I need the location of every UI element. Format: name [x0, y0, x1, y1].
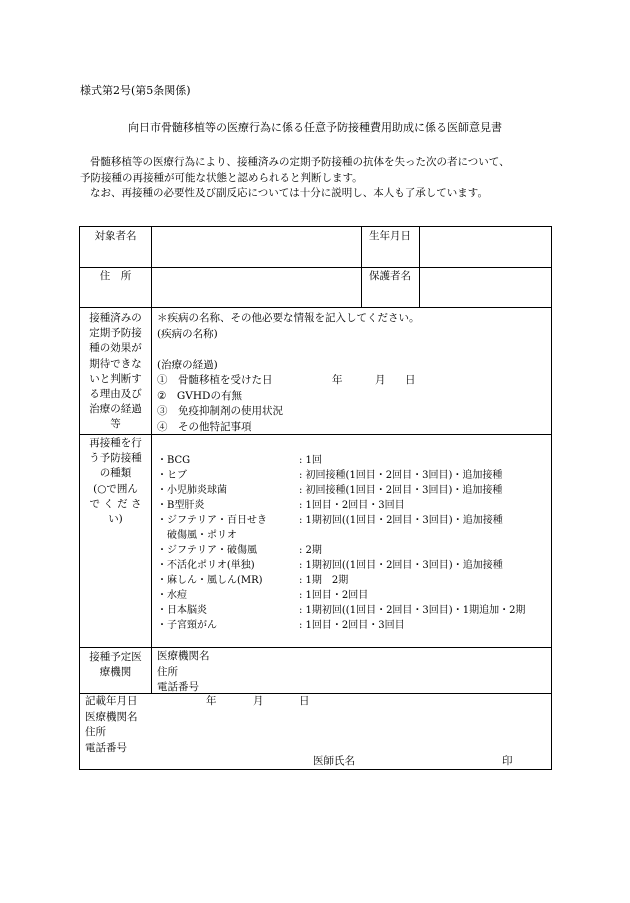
- intro-text: [80, 155, 555, 202]
- opinion-form-table: [79, 226, 552, 770]
- treatment-item-2: ② GVHDの有無: [157, 389, 242, 402]
- subject-name-field[interactable]: [153, 228, 359, 266]
- vaccine-schedule[interactable]: : 1回目・2回目: [299, 590, 369, 601]
- treatment-item-4: ④ その他特記事項: [157, 420, 252, 433]
- vaccine-schedule[interactable]: : 1期初回((1回目・2回目・3回目)・追加接種: [299, 515, 503, 526]
- intro-line-1: 骨髄移植等の医療行為により、接種済みの定期予防接種の抗体を失った次の者について、: [90, 156, 510, 168]
- vaccine-name[interactable]: ・子宮頸がん: [157, 620, 217, 631]
- record-date-label: 記載年月日: [85, 695, 138, 707]
- vaccine-name[interactable]: ・小児肺炎球菌: [157, 485, 227, 496]
- institution-phone-field[interactable]: 電話番号: [157, 681, 199, 693]
- vaccine-name-list: [157, 453, 307, 633]
- vaccine-schedule[interactable]: : 1回目・2回目・3回目: [299, 500, 405, 511]
- vaccine-schedule-list: [299, 453, 551, 633]
- vaccine-schedule[interactable]: : 2期: [299, 545, 322, 556]
- birth-date-label: 生年月日: [369, 230, 411, 242]
- record-phone[interactable]: 電話番号: [85, 741, 127, 754]
- guardian-field[interactable]: [421, 268, 551, 306]
- vaccine-schedule[interactable]: : 1期初回((1回目・2回目・3回目)・1期追加・2期: [299, 605, 526, 616]
- reason-content[interactable]: [157, 311, 547, 435]
- vaccine-schedule[interactable]: : 1期 2期: [299, 575, 349, 586]
- vaccine-name[interactable]: ・日本脳炎: [157, 605, 207, 616]
- vaccine-name[interactable]: ・B型肝炎: [157, 500, 205, 511]
- transplant-month-label: 月: [375, 374, 386, 386]
- record-address[interactable]: 住所: [85, 726, 106, 738]
- vaccine-name[interactable]: ・水痘: [157, 590, 187, 601]
- reason-label: 接種済みの 定期予防接 種の効果が 期待できな いと判断す る理由及び 治療の経過 等: [89, 312, 142, 431]
- vaccine-schedule[interactable]: : 1回目・2回目・3回目: [299, 620, 405, 631]
- form-number: 様式第2号(第5条関係): [80, 84, 191, 97]
- column-divider: [151, 227, 152, 693]
- vaccine-name[interactable]: ・ジフテリア・百日せき: [157, 515, 267, 526]
- institution-address-field[interactable]: 住所: [157, 665, 178, 678]
- disease-name-label: (疾病の名称): [157, 327, 218, 340]
- institution-name-field[interactable]: 医療機関名: [157, 650, 210, 662]
- vaccine-name[interactable]: ・ヒブ: [157, 470, 187, 481]
- treatment-heading: (治療の経過): [157, 358, 218, 371]
- transplant-year-label: 年: [332, 374, 343, 386]
- seal-label: 印: [502, 755, 513, 767]
- address-label: 住 所: [99, 270, 132, 282]
- record-year-label: 年: [206, 695, 217, 707]
- record-section[interactable]: [85, 694, 547, 756]
- document-title: 向日市骨髄移植等の医療行為に係る任意予防接種費用助成に係る医師意見書: [128, 121, 502, 134]
- vaccine-schedule[interactable]: : 初回接種(1回目・2回目・3回目)・追加接種: [299, 470, 503, 481]
- birth-date-field[interactable]: [421, 228, 551, 266]
- intro-line-2: 予防接種の再接種が可能な状態と認められると判断します。: [80, 171, 363, 184]
- record-date-line[interactable]: [85, 694, 547, 710]
- vaccine-name: 破傷風・ポリオ: [157, 530, 237, 541]
- vaccine-name[interactable]: ・BCG: [157, 455, 191, 466]
- column-divider: [419, 227, 420, 307]
- vaccine-name[interactable]: ・麻しん・風しん(MR): [157, 575, 263, 586]
- vaccine-type-label: 再接種を行 う予防接種 の種類 (○で囲ん で く だ さ い): [89, 437, 142, 526]
- vaccine-schedule[interactable]: : 1回: [299, 455, 322, 466]
- institution-label: 接種予定医 療機関: [89, 651, 142, 679]
- doctor-name-label: 医師氏名: [313, 755, 355, 767]
- intro-line-3: なお、再接種の必要性及び副反応については十分に説明し、本人も了承しています。: [90, 187, 488, 199]
- treatment-item-3: ③ 免疫抑制剤の使用状況: [157, 405, 283, 417]
- treatment-item-1: ① 骨髄移植を受けた日 年 月 日: [157, 373, 547, 389]
- institution-fields[interactable]: [157, 649, 547, 696]
- reason-note: ＊疾病の名称、その他必要な情報を記入してください。: [157, 312, 420, 324]
- vaccine-schedule[interactable]: : 1期初回((1回目・2回目・3回目)・追加接種: [299, 560, 503, 571]
- address-field[interactable]: [153, 268, 359, 306]
- transplant-day-label: 日: [405, 374, 416, 386]
- guardian-label: 保護者名: [369, 270, 411, 282]
- record-month-label: 月: [253, 695, 264, 707]
- vaccine-schedule[interactable]: : 初回接種(1回目・2回目・3回目)・追加接種: [299, 485, 503, 496]
- vaccine-name[interactable]: ・不活化ポリオ(単独): [157, 560, 255, 571]
- subject-name-label: 対象者名: [94, 230, 137, 242]
- vaccine-name[interactable]: ・ジフテリア・破傷風: [157, 545, 257, 556]
- vaccine-schedule: [299, 528, 551, 543]
- record-institution-name[interactable]: 医療機関名: [85, 710, 138, 723]
- record-day-label: 日: [299, 695, 310, 707]
